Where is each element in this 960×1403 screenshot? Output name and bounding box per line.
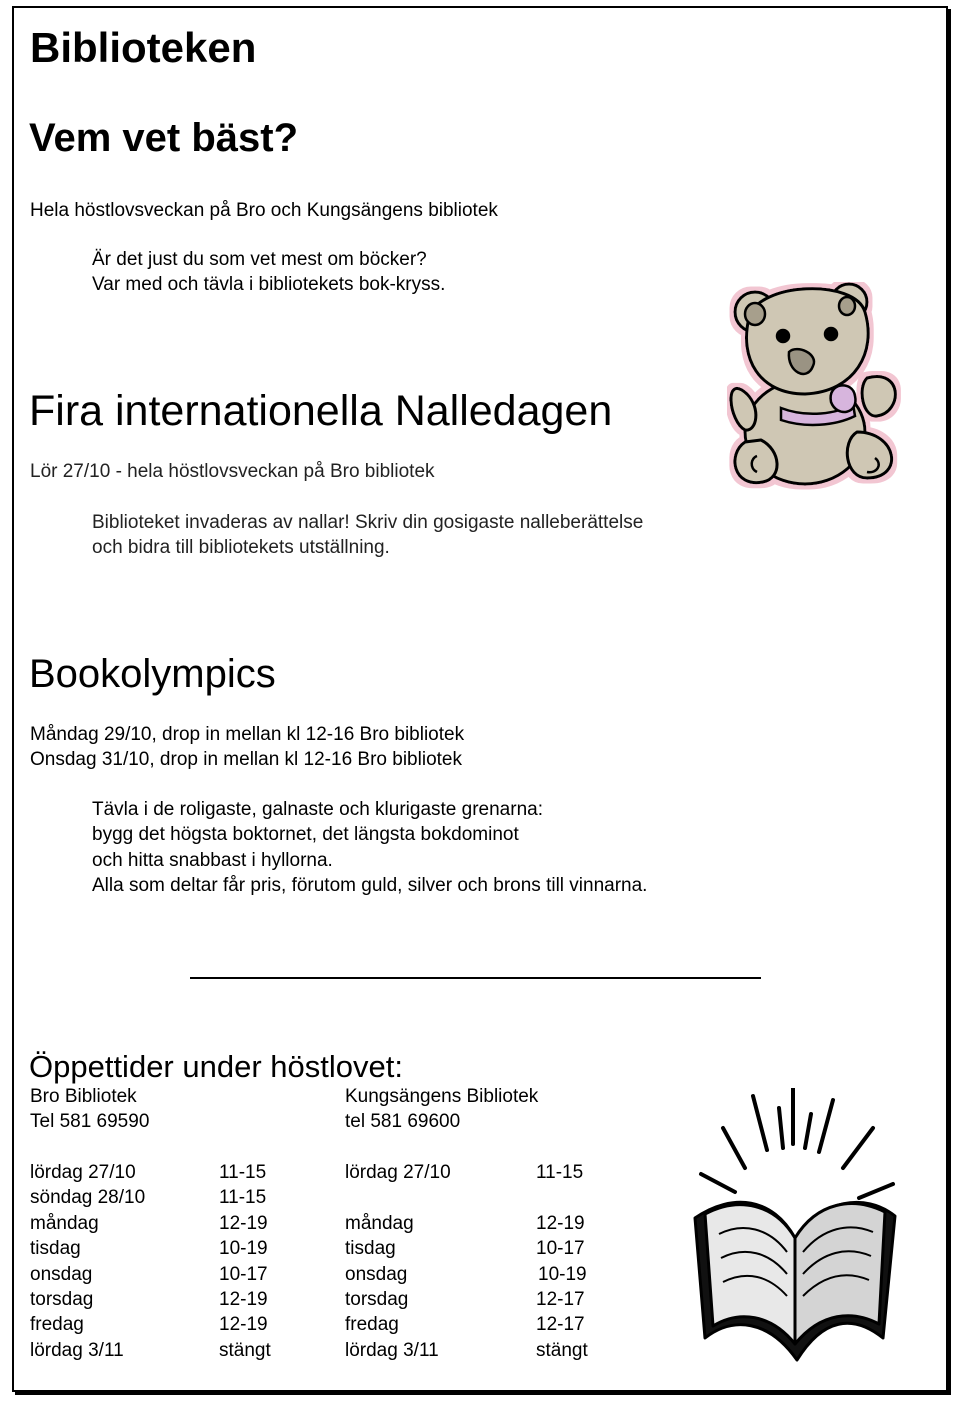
bro-phone: Tel 581 69590 <box>30 1111 150 1133</box>
table-row <box>30 1262 330 1287</box>
bro-day: torsdag <box>30 1288 94 1310</box>
section-divider <box>190 977 761 979</box>
bro-day: lördag 27/10 <box>30 1162 136 1183</box>
table-row <box>30 1160 330 1185</box>
kungsangen-day: lördag 3/11 <box>345 1339 439 1361</box>
bro-time: 12-19 <box>219 1288 268 1310</box>
bro-time: 12-19 <box>219 1212 268 1234</box>
kungsangen-day: lördag 27/10 <box>345 1162 451 1183</box>
page-title: Biblioteken <box>30 24 257 71</box>
bro-time: 10-17 <box>219 1263 268 1285</box>
bro-day: lördag 3/11 <box>30 1339 124 1361</box>
bookolympics-line: bygg det högsta boktornet, det längsta bokdominot <box>92 824 519 845</box>
kungsangen-time: 10-19 <box>538 1263 587 1285</box>
table-row <box>30 1312 330 1337</box>
kungsangen-day: torsdag <box>345 1288 409 1310</box>
table-row <box>345 1211 645 1236</box>
bookolympics-line: och hitta snabbast i hyllorna. <box>92 850 333 871</box>
bro-name: Bro Bibliotek <box>30 1086 137 1107</box>
bookolympics-heading: Bookolympics <box>29 652 276 696</box>
nalledagen-when: Lör 27/10 - hela höstlovsveckan på Bro bibliotek <box>30 461 435 482</box>
kungsangen-day: tisdag <box>345 1238 396 1260</box>
kungsangen-day: fredag <box>345 1314 399 1336</box>
vem-vet-bast-when: Hela höstlovsveckan på Bro och Kungsängens bibliotek <box>30 200 498 221</box>
bookolympics-line: Tävla i de roligaste, galnaste och klurigaste grenarna: <box>92 799 543 820</box>
bro-day: söndag 28/10 <box>30 1187 146 1209</box>
bro-day: tisdag <box>30 1238 81 1260</box>
table-row <box>345 1185 645 1210</box>
bro-time: 10-19 <box>219 1238 268 1260</box>
table-row <box>30 1287 330 1312</box>
table-row <box>345 1287 645 1312</box>
bro-schedule <box>30 1160 330 1363</box>
bro-time: 12-19 <box>219 1314 268 1336</box>
bookolympics-when: Måndag 29/10, drop in mellan kl 12-16 Bro bibliotek <box>30 724 465 745</box>
table-row <box>345 1160 645 1185</box>
nalledagen-heading: Fira internationella Nalledagen <box>29 387 613 435</box>
bro-day: fredag <box>30 1314 84 1336</box>
table-row <box>345 1236 645 1261</box>
table-row <box>30 1211 330 1236</box>
bro-hours <box>30 1084 330 1135</box>
bro-time: 11-15 <box>219 1162 267 1183</box>
kungsangen-hours <box>345 1084 645 1135</box>
vem-vet-bast-heading: Vem vet bäst? <box>29 116 299 160</box>
bro-day: onsdag <box>30 1263 93 1285</box>
nalledagen-line: och bidra till bibliotekets utställning. <box>92 537 390 558</box>
table-row <box>30 1185 330 1210</box>
kungsangen-time: 10-17 <box>536 1238 585 1260</box>
kungsangen-phone: tel 581 69600 <box>345 1111 461 1133</box>
vem-vet-bast-line: Är det just du som vet mest om böcker? <box>92 249 427 270</box>
teddy-bear-icon <box>727 282 907 496</box>
kungsangen-schedule <box>345 1160 645 1363</box>
bookolympics-when: Onsdag 31/10, drop in mellan kl 12-16 Bro bibliotek <box>30 749 462 770</box>
bro-time: 11-15 <box>219 1187 267 1209</box>
table-row <box>30 1338 330 1363</box>
vem-vet-bast-line: Var med och tävla i bibliotekets bok-kryss. <box>92 274 446 295</box>
kungsangen-day: onsdag <box>345 1263 408 1285</box>
table-row <box>345 1312 645 1337</box>
kungsangen-day: måndag <box>345 1212 414 1234</box>
nalledagen-line: Biblioteket invaderas av nallar! Skriv din gosigaste nalleberättelse <box>92 512 644 533</box>
bookolympics-line: Alla som deltar får pris, förutom guld, silver och brons till vinnarna. <box>92 875 648 896</box>
kungsangen-time: stängt <box>536 1339 588 1361</box>
open-book-icon <box>683 1088 903 1376</box>
kungsangen-name: Kungsängens Bibliotek <box>345 1086 539 1107</box>
kungsangen-time: 12-19 <box>536 1212 585 1234</box>
kungsangen-time: 12-17 <box>536 1288 585 1310</box>
hours-heading: Öppettider under höstlovet: <box>29 1049 403 1084</box>
bro-time: stängt <box>219 1339 271 1361</box>
kungsangen-time: 12-17 <box>536 1314 585 1336</box>
table-row <box>30 1236 330 1261</box>
kungsangen-time: 11-15 <box>536 1162 584 1183</box>
table-row <box>345 1262 645 1287</box>
table-row <box>345 1338 645 1363</box>
bro-day: måndag <box>30 1212 99 1234</box>
